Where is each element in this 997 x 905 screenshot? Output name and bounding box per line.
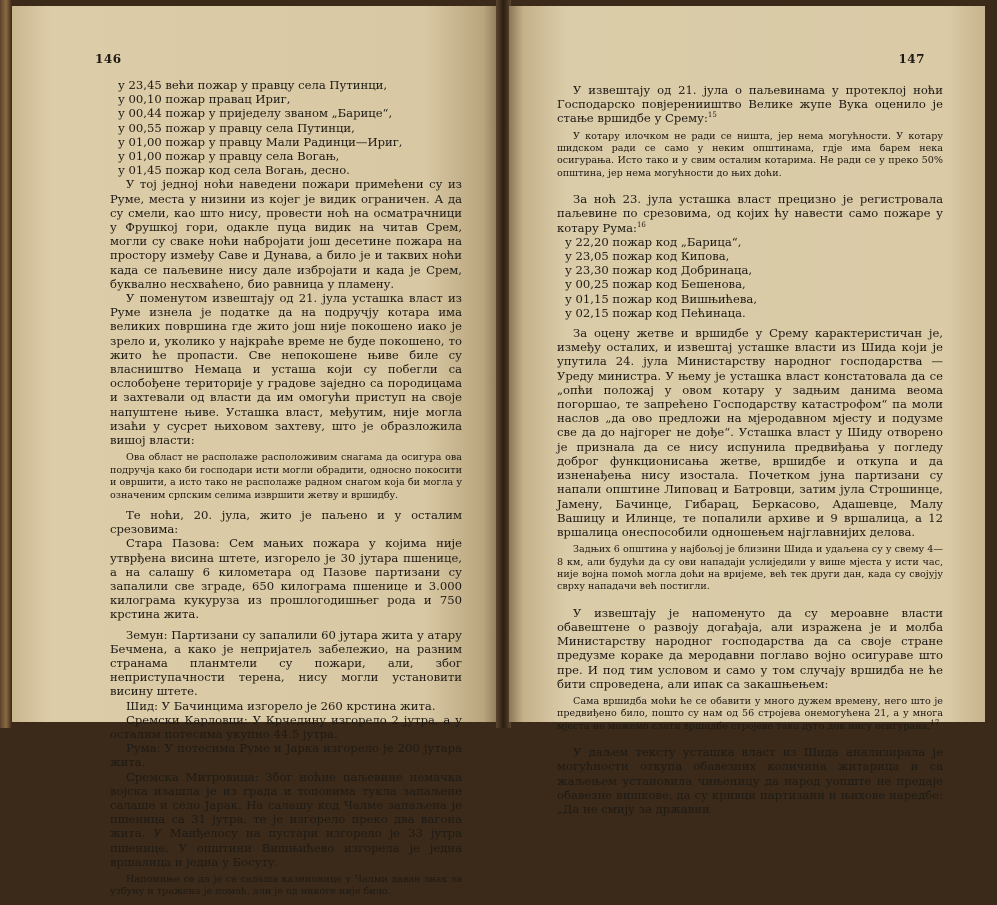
list-item: у 01,45 пожар код села Вогањ, десно. bbox=[118, 163, 350, 178]
list-item: у 01,00 пожар у правцу Мали Радинци—Ириг, bbox=[118, 134, 403, 149]
list-item: у 01,15 пожар код Вишњићева, bbox=[565, 291, 758, 306]
list-item: у 22,20 пожар код „Барица“, bbox=[565, 234, 742, 249]
left-page bbox=[12, 6, 498, 898]
block-quote: Задњих 6 општина у најбољој је близини Шида и удаљена су у свему 4—8 км, али будући да су ови нападаји услиједили у више мјеста у исти час, није војна помоћ могла доћи на вријеме, већ тек други дан, када су својују сврху нападачи већ постигли. bbox=[557, 544, 943, 593]
list-item: у 23,45 већи пожар у правцу села Путинци, bbox=[118, 78, 388, 92]
block-quote: Сама вршидба моћи ће се обавити у много дужем времену, него што је предвиђено било, пошто су нам од 56 стројева онемогућена 21, а у многа мјеста не можемо слати вршидбе стројеве тако дуго док нису осигурана.$^{17}$ bbox=[557, 695, 943, 732]
page-text bbox=[110, 78, 462, 905]
list-item: у 00,55 пожар у правцу села Путинци, bbox=[118, 120, 355, 135]
page-number: 147 bbox=[898, 52, 925, 66]
block-quote: У котару илочком не ради се ништа, јер нема могућности. У котару шидском ради се само у неким општинама, гдје има барем нека осигурања. Исто тако и у свим осталим котарима. Не ради се у преко 50% општина, јер нема могућности до њих доћи. bbox=[557, 130, 943, 179]
paragraph: Сремски Карловци: У Крчедину изгорело 2 јутра, а у осталим потесима укупно 44.5 јутра. bbox=[110, 712, 462, 741]
paragraph: Сремска Митровица: Због ноћне паљевине немачка војска изашла је из града и топовима тукла запаљене салаше и село Јарак. На салашу код Чалме запаљена је пшеница са 31 јутра, те је изгорело преко два вагона жита. У Манђелосу на пустари изгорело је 33 јутра пшенице. У општини Вишњићево изгорела је једна вршалица и једна у Босуту. bbox=[110, 769, 462, 869]
list-item: у 02,15 пожар код Пећинаца. bbox=[565, 305, 746, 320]
paragraph: Шид: У Бачинцима изгорело је 260 крстина жита. bbox=[126, 698, 436, 713]
list-item: у 00,44 пожар у приједелу званом „Барице“, bbox=[118, 106, 393, 121]
paragraph: У тој једној ноћи наведени пожари примећени су из Руме, места у низини из којег је видик ограничен. А да су смели, као што нису, провести ноћ на осматрачници у Фрушкој гори, одакле пуца видик на читав Срем, могли су сваке ноћи набројати још десетине пожара на простору између Саве и Дунава, а било је и таквих ноћи када се паљевине нису дале избројати и када је Срем, буквално несхваћено, био равница у пламену. bbox=[110, 177, 462, 291]
block-quote: Напомиње се да је са салаша казнионице у Чалми даван знак за узбуну и тражена је помоћ, али је од никоге није било. bbox=[110, 873, 462, 898]
fire-list bbox=[110, 78, 462, 177]
list-item: у 23,05 пожар код Кипова, bbox=[565, 249, 730, 264]
fire-list bbox=[557, 235, 943, 320]
right-page bbox=[509, 6, 985, 816]
paragraph: У даљем тексту усташка власт из Шида анализирала је могућности откупа обавезних количина житарица и са жаљењем установила чињеницу да народ уопште не предаје обавезне вишкове, да су кривци партизани и њихове наредбе: „Да не смију за државни bbox=[557, 745, 943, 816]
paragraph: За ноћ 23. јула усташка власт прецизно је регистровала паљевине по срезовима, од којих ћу навести само пожаре у котару Рума:$^{16}$ bbox=[557, 192, 943, 235]
list-item: у 23,30 пожар код Добринаца, bbox=[565, 263, 753, 278]
paragraph: У извештају од 21. јула о паљевинама у протеклој ноћи Господарско повјеренииштво Велике жупе Вука оценило је стање вршидбе у Срему:$^{15}$ bbox=[557, 83, 943, 126]
paragraph: Стара Пазова: Сем мањих пожара у којима није утврђена висина штете, изгорело је 30 јутара пшенице, а на салашу 6 километара од Пазове партизани су запалили све зграде, 650 килограма пшенице и 3.000 килограма кукуруза из прошлогодишњег рода и 750 крстина жита. bbox=[110, 536, 462, 622]
footnote-mark: 16 bbox=[636, 220, 646, 229]
block-quote: Ова област не располаже расположивим снагама да осигура ова подручја како би господари исти могли обрадити, односно покосити и овршити, а исто тако не располаже радном снагом која би могла у означеним српским селима извршити жетву и вршидбу. bbox=[110, 452, 462, 501]
paragraph: Рума: У потесима Руме и Јарка изгорело је 200 јутара жита. bbox=[110, 741, 462, 770]
page-text bbox=[557, 83, 943, 816]
page-number: 146 bbox=[95, 52, 122, 66]
paragraph: Те ноћи, 20. јула, жито је паљено и у осталим срезовима: bbox=[110, 507, 462, 537]
footnote-mark: 15 bbox=[707, 111, 717, 120]
list-item: у 00,25 пожар код Бешенова, bbox=[565, 277, 746, 292]
list-item: у 00,10 пожар правац Ириг, bbox=[118, 92, 291, 107]
paragraph: За оцену жетве и вршидбе у Срему карактеристичан је, између осталих, и извештај усташке власти из Шида који је упутила 24. јула Министарству народног господарства — Уреду министра. У њему је усташка власт констатовала да се „опћи положај у овом котару у задњим данима веома погоршао, те запрећено Господарству катастрофом“ па моли наслов „да ово предложи на мјеродавном мјесту и подузме све да до најгорег не дође“. Усташка власт у Шиду отворено је признала да се нису испунила предвиђања у погледу доброг функционисања жетве, вршидбе и откупа и да изненађења нису изостала. Почетком јуна партизани су напали општине Липовац и Батровци, затим јула Строшинце, Јамену, Бачинце, Гибарац, Беркасово, Адашевце, Малу Вашицу и Илинце, те попалили архиве и 9 вршалица, а 12 вршалица онеспособили одношењем најглавнијих делова. bbox=[557, 326, 943, 539]
paragraph: Земун: Партизани су запалили 60 јутара жита у атару Бечмена, а како је непријатељ забележио, на разним странама планмтели су пожари, али, због неприступачности терена, нису могли установити висину штете. bbox=[110, 627, 462, 699]
paragraph: У поменутом извештају од 21. јула усташка власт из Руме изнела је податке да на подручју котара има великих површина где жито још није покошено иако је зрело и, уколико у најкраће време не буде покошено, то жито ће пропасти. Све непокошене њиве биле су власништво Немаца и усташа који су побегли са ослобођене територије у градове заједно са породицама и захтевали од власти да им омогући приступ на своје напуштене њиве. Усташка власт, међутим, није могла изаћи у сусрет њиховом захтеву, што је образложила вишој власти: bbox=[110, 291, 462, 448]
paragraph: У извештају је напоменуто да су мероавне власти обавештене о развоју догађаја, али изражена је и молба Министарству народног господарства да са своје стране предузме кораке да меродавни поглаво војно осигураве што пре. И под тим условом и само у том случају вршидба не ће бити спроведена, али ипак са закашњењем: bbox=[557, 605, 943, 691]
footnote-mark: 17 bbox=[930, 718, 940, 727]
list-item: у 01,00 пожар у правцу села Вогањ, bbox=[118, 149, 340, 164]
